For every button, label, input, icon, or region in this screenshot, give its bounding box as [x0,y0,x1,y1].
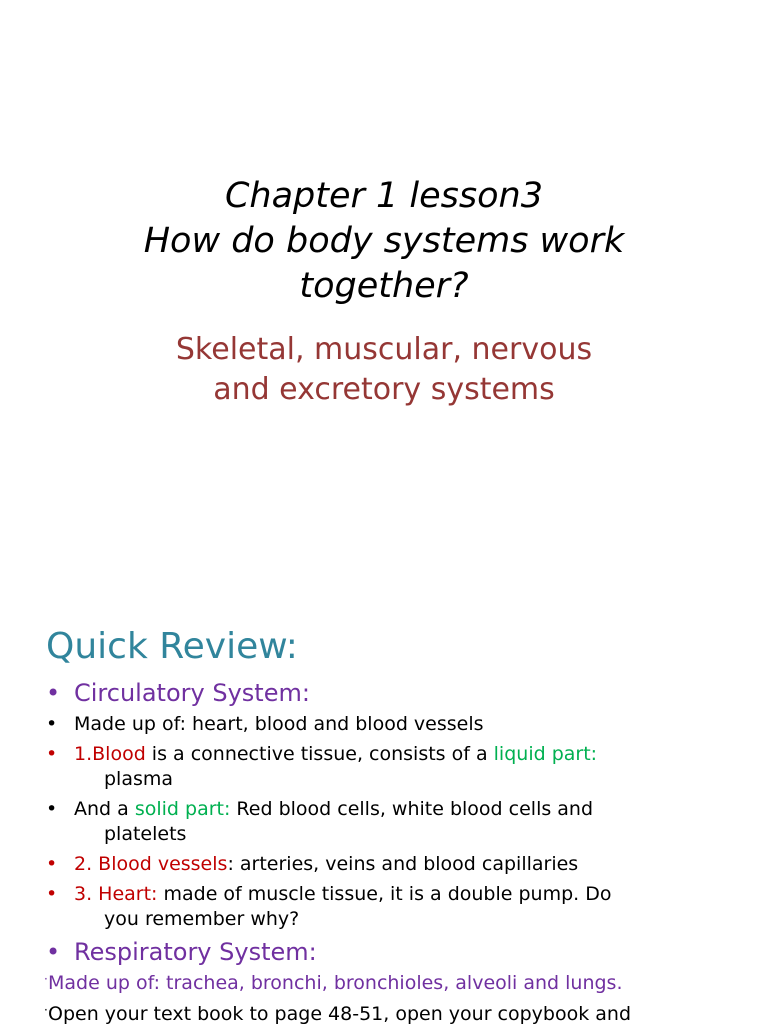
title-line-2: How do body systems work [143,221,625,261]
circulatory-heading: • Circulatory System: [46,679,310,707]
bullet-icon: • [46,853,58,875]
bullet-icon: • [46,798,58,820]
heart-label: 3. Heart: [74,883,158,905]
solid-label: solid part: [134,798,231,820]
list-item: • And a solid part: Red blood cells, white blood cells and platelets [46,798,594,845]
bullet-icon: · [44,1003,48,1017]
bullet-icon: • [46,743,58,765]
subtitle-line-2: and excretory systems [213,372,555,407]
list-item: · Made up of: trachea, bronchi, bronchioles, alveoli and lungs. [46,971,746,996]
subtitle-line-1: Skeletal, muscular, nervous [175,332,593,367]
list-item: • 1.Blood is a connective tissue, consists of a liquid part: plasma [46,743,598,790]
list-item: • Made up of: heart, blood and blood vessels [46,713,484,735]
review-bullet-list [46,678,746,1033]
list-item: · Open your text book to page 48-51, open your copybook and [46,1002,746,1027]
title-line-3: together? [299,266,469,306]
bullet-icon: · [44,972,48,986]
slide-title [0,174,768,309]
liquid-label: liquid part: [493,743,598,765]
list-item: • 2. Blood vessels: arteries, veins and blood capillaries [46,853,579,875]
bullet-icon: • [46,679,61,707]
blood-label: 1.Blood [74,743,146,765]
respiratory-heading: • Respiratory System: [46,938,317,966]
vessels-label: 2. Blood vessels [74,853,228,875]
slide-subtitle [0,330,768,410]
list-item: • 3. Heart: made of muscle tissue, it is a double pump. Do you remember why? [46,883,612,930]
bullet-icon: • [46,713,58,735]
title-line-1: Chapter 1 lesson3 [224,176,544,216]
bullet-icon: • [46,938,61,966]
bullet-icon: • [46,883,58,905]
quick-review-heading: Quick Review: [46,626,298,667]
